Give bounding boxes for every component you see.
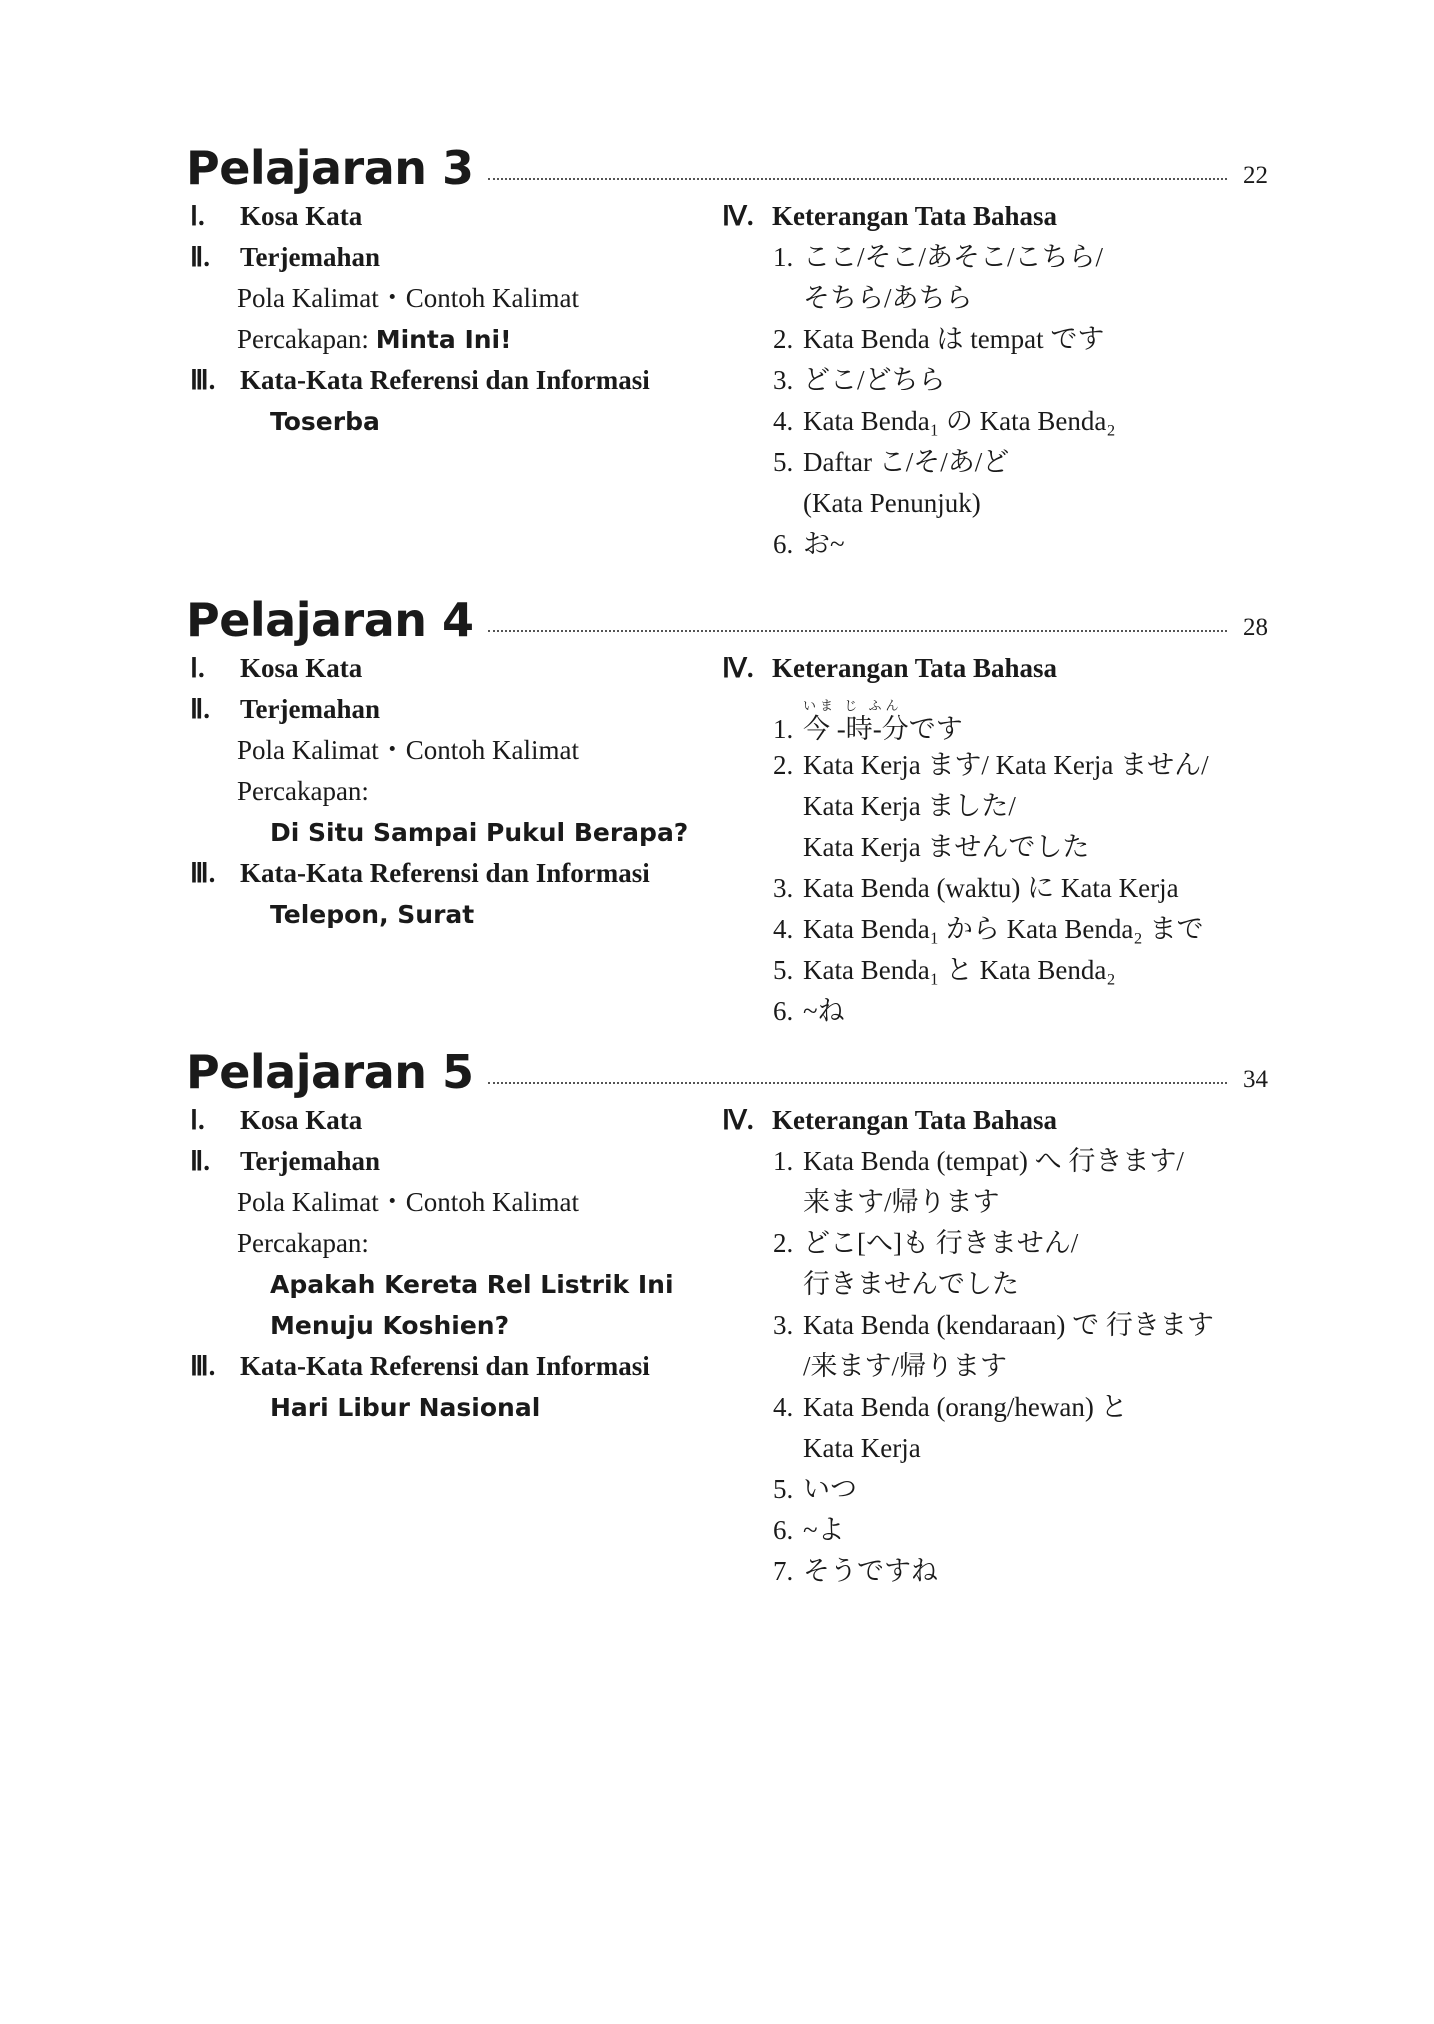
grammar-item[interactable]: 5. Kata Benda₁ と Kata Benda₂ (773, 955, 1116, 985)
percakapan-label: Percakapan: (237, 324, 369, 354)
lesson-4 (186, 584, 1268, 1028)
grammar-item-continuation: 来ます/帰ります (803, 1187, 1000, 1217)
grammar-item[interactable]: 6. お~ (773, 529, 845, 559)
section-kosa-kata[interactable]: Ⅰ. Kosa Kata (190, 201, 363, 231)
grammar-item[interactable]: いま じ ふん 1. 今 -時-分です (718, 689, 1268, 745)
info-title[interactable]: Telepon, Surat (270, 900, 475, 929)
percakapan-title: Minta Ini! (375, 325, 512, 354)
grammar-item[interactable]: 5. いつ (773, 1474, 857, 1504)
leader-dots (488, 630, 1227, 632)
grammar-item[interactable]: 3. Kata Benda (kendaraan) で 行きます (773, 1310, 1214, 1340)
pola-kalimat-entry[interactable]: Pola Kalimat・Contoh Kalimat (237, 735, 579, 765)
section-kosa-kata[interactable]: Ⅰ. Kosa Kata (190, 1105, 363, 1135)
percakapan-label: Percakapan: (237, 776, 369, 806)
section-tata-bahasa[interactable]: Ⅳ. Keterangan Tata Bahasa (722, 653, 1058, 683)
grammar-item[interactable]: 1. ここ/そこ/あそこ/こちら/ (773, 242, 1104, 272)
percakapan-entry[interactable] (186, 319, 706, 360)
leader-dots (488, 178, 1227, 180)
info-title[interactable]: Toserba (270, 407, 380, 436)
percakapan-title[interactable]: Di Situ Sampai Pukul Berapa? (270, 818, 689, 847)
grammar-item[interactable]: 2. Kata Kerja ます/ Kata Kerja ません/ (773, 750, 1209, 780)
lesson-3 (186, 132, 1268, 576)
section-terjemahan[interactable]: Ⅱ. Terjemahan (190, 694, 380, 724)
pola-kalimat-entry[interactable]: Pola Kalimat・Contoh Kalimat (237, 1187, 579, 1217)
info-title[interactable]: Hari Libur Nasional (270, 1393, 541, 1422)
lesson-title[interactable]: Pelajaran 3 (186, 141, 474, 195)
contents-left-column (186, 1100, 706, 1428)
lesson-heading (186, 132, 1268, 196)
lesson-5 (186, 1036, 1268, 1660)
grammar-item-continuation: そちら/あちら (803, 283, 973, 313)
grammar-item-continuation: 行きませんでした (803, 1269, 1019, 1299)
grammar-item[interactable]: 2. どこ[へ]も 行きません/ (773, 1228, 1079, 1258)
section-terjemahan[interactable]: Ⅱ. Terjemahan (190, 242, 380, 272)
contents-left-column (186, 648, 706, 935)
grammar-item[interactable]: 4. Kata Benda₁ から Kata Benda₂ まで (773, 914, 1204, 944)
lesson-heading (186, 584, 1268, 648)
page-number[interactable]: 22 (1243, 162, 1268, 189)
grammar-item[interactable]: 7. そうですね (773, 1556, 938, 1586)
contents-left-column (186, 196, 706, 442)
section-referensi[interactable]: Ⅲ. Kata-Kata Referensi dan Informasi (190, 858, 650, 888)
section-tata-bahasa[interactable]: Ⅳ. Keterangan Tata Bahasa (722, 1105, 1058, 1135)
grammar-item-continuation: Kata Kerja ませんでした (803, 832, 1090, 862)
percakapan-label: Percakapan: (237, 1228, 369, 1258)
grammar-item[interactable]: 6. ~ね (773, 996, 845, 1026)
contents-right-column (718, 1100, 1268, 1592)
lesson-title[interactable]: Pelajaran 4 (186, 593, 474, 647)
grammar-item-continuation: Kata Kerja (803, 1433, 921, 1463)
page-number[interactable]: 28 (1243, 614, 1268, 641)
page-number[interactable]: 34 (1243, 1066, 1268, 1093)
grammar-item[interactable]: 4. Kata Benda₁ の Kata Benda₂ (773, 406, 1116, 436)
section-terjemahan[interactable]: Ⅱ. Terjemahan (190, 1146, 380, 1176)
section-kosa-kata[interactable]: Ⅰ. Kosa Kata (190, 653, 363, 683)
percakapan-title-continuation[interactable]: Menuju Koshien? (270, 1311, 510, 1340)
section-referensi[interactable]: Ⅲ. Kata-Kata Referensi dan Informasi (190, 1351, 650, 1381)
leader-dots (488, 1082, 1227, 1084)
grammar-item[interactable]: 5. Daftar こ/そ/あ/ど (773, 447, 1010, 477)
percakapan-title[interactable]: Apakah Kereta Rel Listrik Ini (270, 1270, 674, 1299)
lesson-title[interactable]: Pelajaran 5 (186, 1045, 474, 1099)
contents-right-column (718, 196, 1268, 565)
grammar-item[interactable]: 3. Kata Benda (waktu) に Kata Kerja (773, 873, 1179, 903)
grammar-item[interactable]: 4. Kata Benda (orang/hewan) と (773, 1392, 1128, 1422)
section-referensi[interactable]: Ⅲ. Kata-Kata Referensi dan Informasi (190, 365, 650, 395)
grammar-item-continuation: Kata Kerja ました/ (803, 791, 1016, 821)
grammar-item-continuation: (Kata Penunjuk) (803, 488, 981, 518)
furigana: いま じ ふん (803, 698, 903, 713)
grammar-item[interactable]: 6. ~よ (773, 1515, 845, 1545)
grammar-item[interactable]: 3. どこ/どちら (773, 365, 946, 395)
contents-right-column (718, 648, 1268, 1032)
grammar-item[interactable]: 2. Kata Benda は tempat です (773, 324, 1105, 354)
pola-kalimat-entry[interactable]: Pola Kalimat・Contoh Kalimat (237, 283, 579, 313)
grammar-item[interactable]: 1. Kata Benda (tempat) へ 行きます/ (773, 1146, 1184, 1176)
section-tata-bahasa[interactable]: Ⅳ. Keterangan Tata Bahasa (722, 201, 1058, 231)
grammar-item-continuation: /来ます/帰ります (803, 1351, 1008, 1381)
lesson-heading (186, 1036, 1268, 1100)
